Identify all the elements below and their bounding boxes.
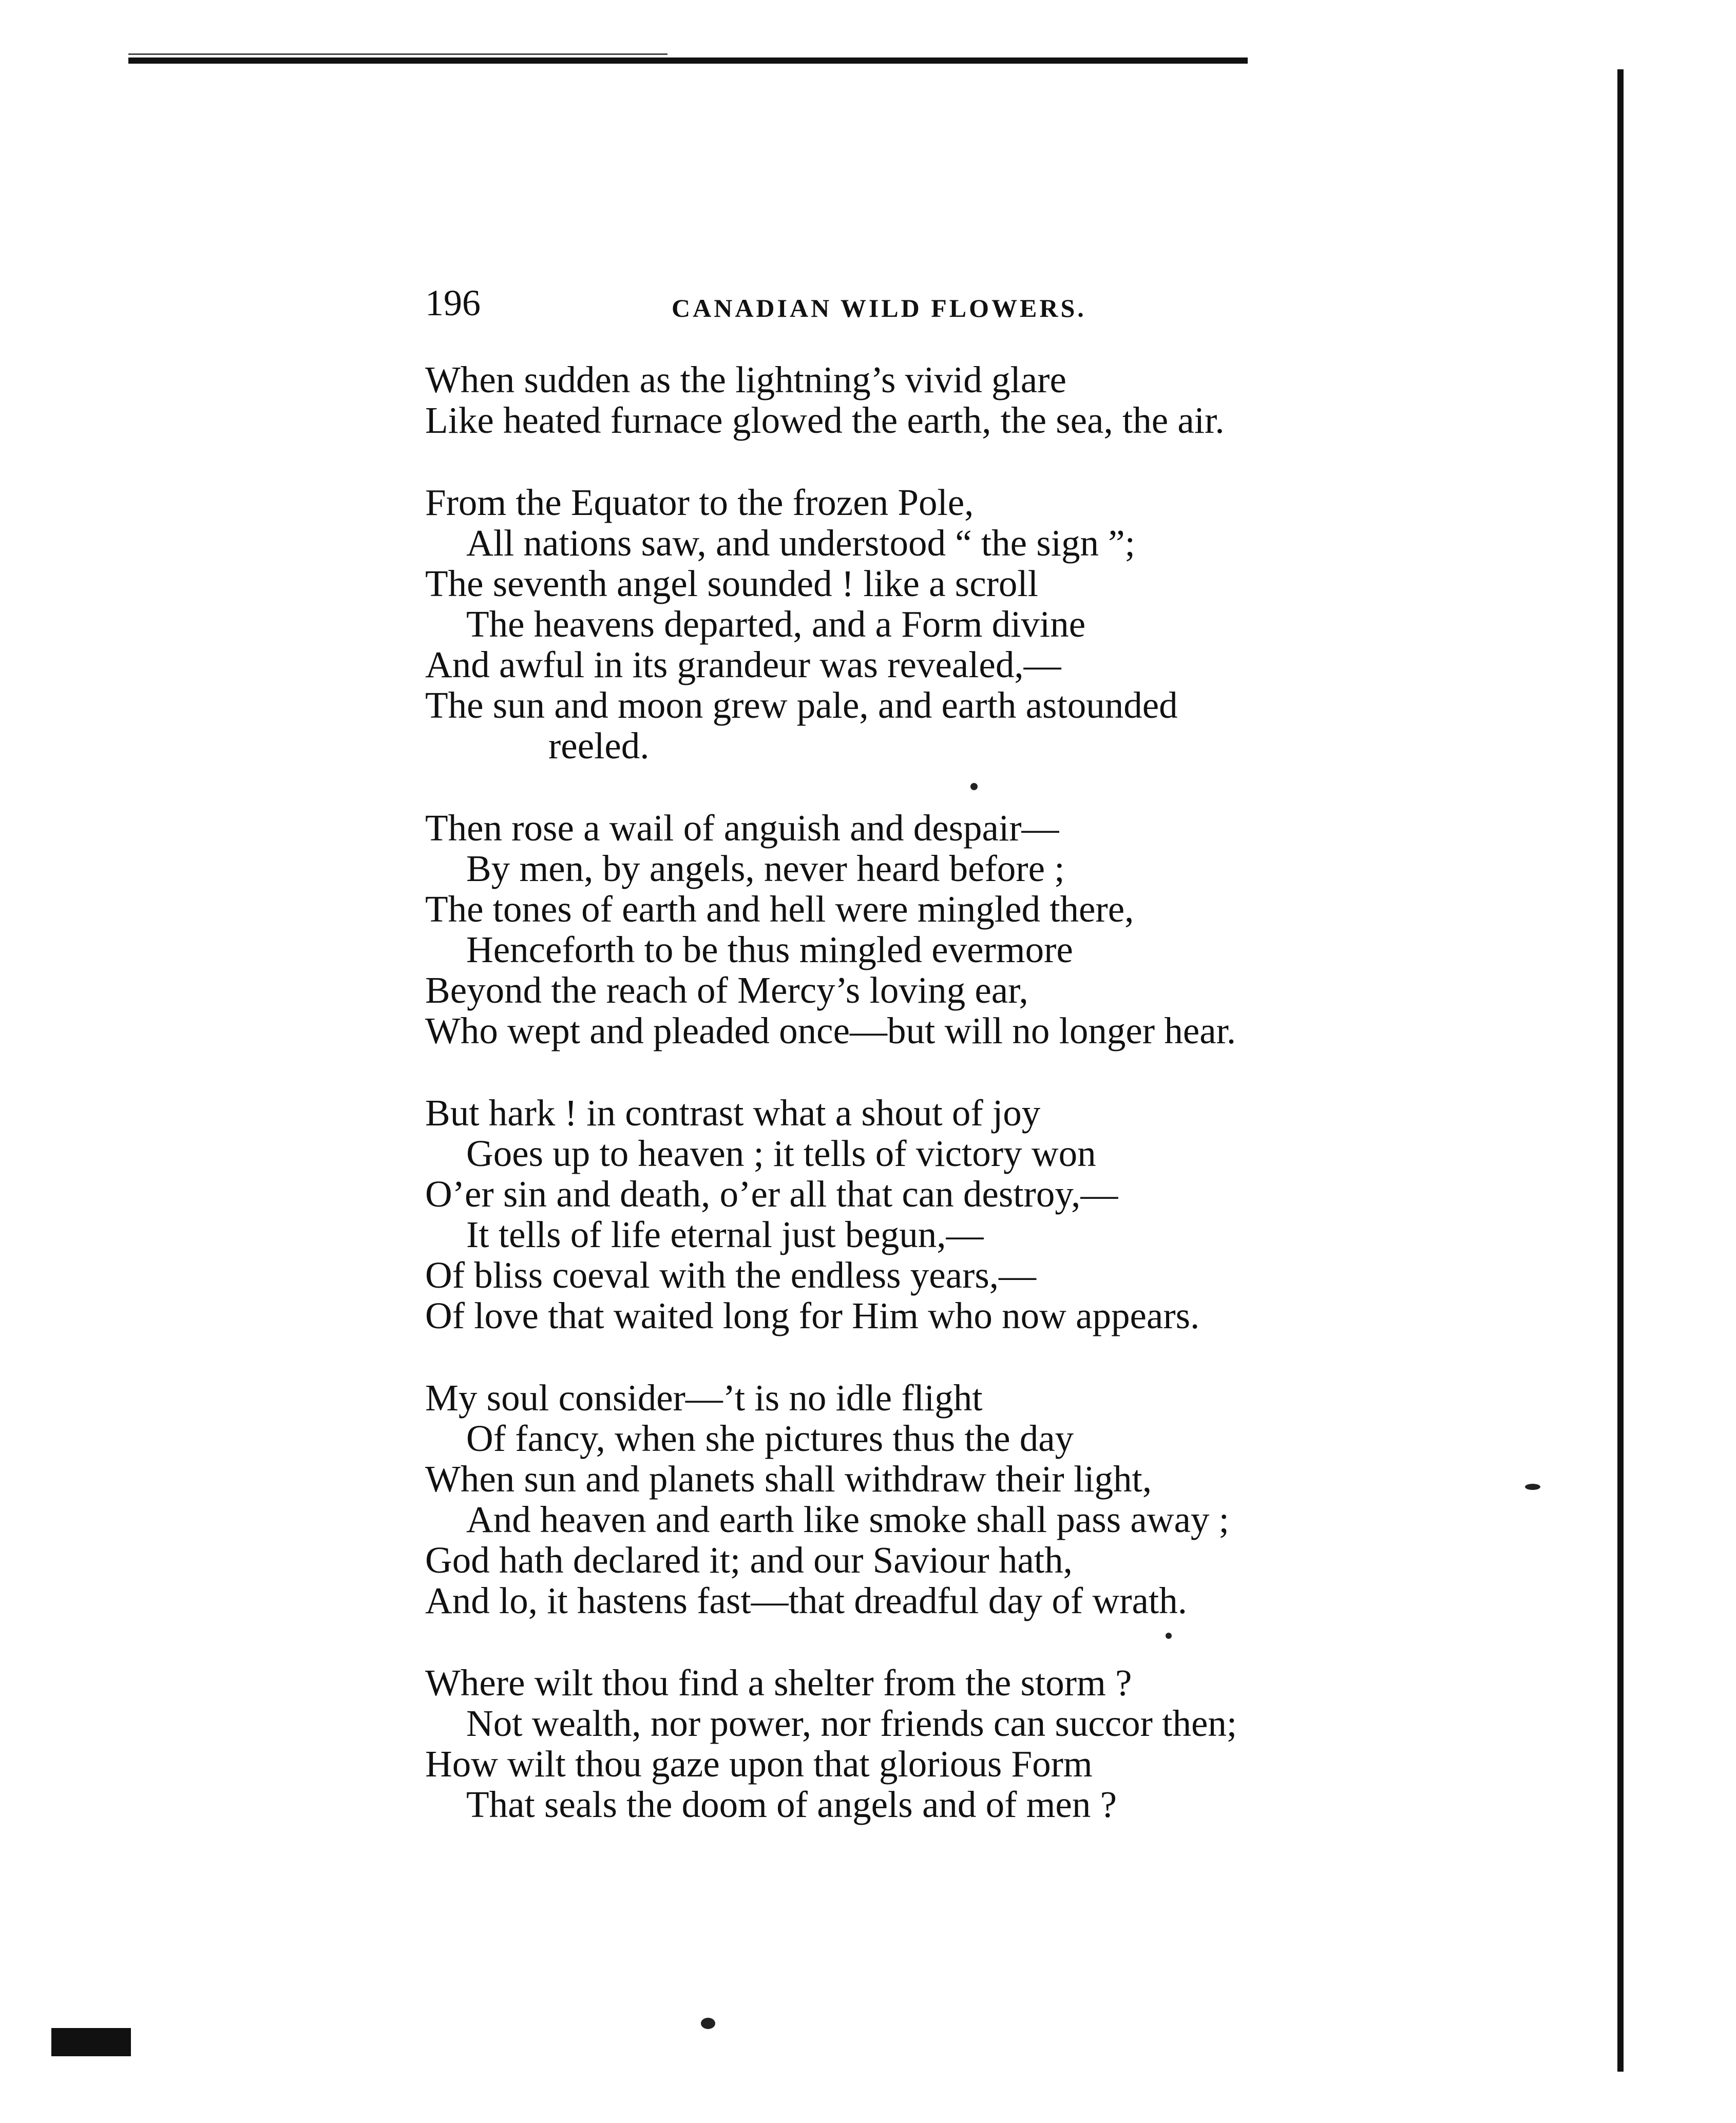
- poem-line: Of bliss coeval with the endless years,—: [425, 1254, 1037, 1296]
- poem-line: Of fancy, when she pictures thus the day: [466, 1418, 1074, 1459]
- poem-line: And heaven and earth like smoke shall pass away ;: [466, 1499, 1229, 1540]
- scan-rule-right: [1617, 69, 1624, 2072]
- stanza: [425, 1093, 1452, 1336]
- ink-speck: [701, 2018, 715, 2029]
- scan-ink-block: [51, 2028, 131, 2056]
- poem-line: It tells of life eternal just begun,—: [466, 1214, 984, 1255]
- stanza: [425, 1662, 1452, 1825]
- poem-line: Beyond the reach of Mercy’s loving ear,: [425, 969, 1028, 1011]
- poem-line: By men, by angels, never heard before ;: [466, 848, 1065, 889]
- poem-line: Like heated furnace glowed the earth, the sea, the air.: [425, 399, 1225, 441]
- poem-line: Then rose a wail of anguish and despair—: [425, 807, 1059, 849]
- page-number: 196: [425, 282, 481, 323]
- poem-line: When sudden as the lightning’s vivid glare: [425, 359, 1066, 400]
- poem-line: The heavens departed, and a Form divine: [466, 603, 1086, 645]
- poem-line: The sun and moon grew pale, and earth astounded: [425, 684, 1178, 726]
- scan-rule-thin: [128, 53, 667, 55]
- poem-line: Of love that waited long for Him who now appears.: [425, 1295, 1200, 1336]
- poem-line: And awful in its grandeur was revealed,—: [425, 644, 1061, 685]
- poem-line: That seals the doom of angels and of men ?: [466, 1784, 1117, 1825]
- poem-line: My soul consider—’t is no idle flight: [425, 1377, 983, 1419]
- poem-line: reeled.: [548, 725, 650, 767]
- poem-line: But hark ! in contrast what a shout of joy: [425, 1092, 1041, 1134]
- poem-line: When sun and planets shall withdraw their light,: [425, 1458, 1152, 1500]
- stanza: [425, 808, 1452, 1051]
- stanza: [425, 482, 1452, 766]
- poem-body: [425, 359, 1452, 1900]
- poem-line: The seventh angel sounded ! like a scroll: [425, 563, 1038, 604]
- poem-line: O’er sin and death, o’er all that can destroy,—: [425, 1173, 1118, 1215]
- page-header: [425, 277, 1401, 329]
- poem-line: All nations saw, and understood “ the sign ”;: [466, 522, 1135, 564]
- stanza: [425, 359, 1452, 441]
- poem-line: God hath declared it; and our Saviour hath,: [425, 1539, 1073, 1581]
- poem-line: Who wept and pleaded once—but will no longer hear.: [425, 1010, 1236, 1051]
- poem-line: Goes up to heaven ; it tells of victory won: [466, 1133, 1096, 1174]
- ink-speck: [1525, 1484, 1540, 1490]
- poem-line: Where wilt thou find a shelter from the storm ?: [425, 1662, 1132, 1704]
- poem-line: Henceforth to be thus mingled evermore: [466, 929, 1073, 970]
- poem-line: And lo, it hastens fast—that dreadful day of wrath.: [425, 1580, 1187, 1621]
- running-head: CANADIAN WILD FLOWERS.: [672, 294, 1086, 322]
- poem-line: Not wealth, nor power, nor friends can succor then;: [466, 1703, 1237, 1744]
- poem-line: The tones of earth and hell were mingled there,: [425, 888, 1134, 930]
- poem-line: How wilt thou gaze upon that glorious Form: [425, 1743, 1093, 1785]
- stanza: [425, 1378, 1452, 1621]
- scan-rule-top: [128, 58, 1248, 64]
- poem-line: From the Equator to the frozen Pole,: [425, 482, 974, 523]
